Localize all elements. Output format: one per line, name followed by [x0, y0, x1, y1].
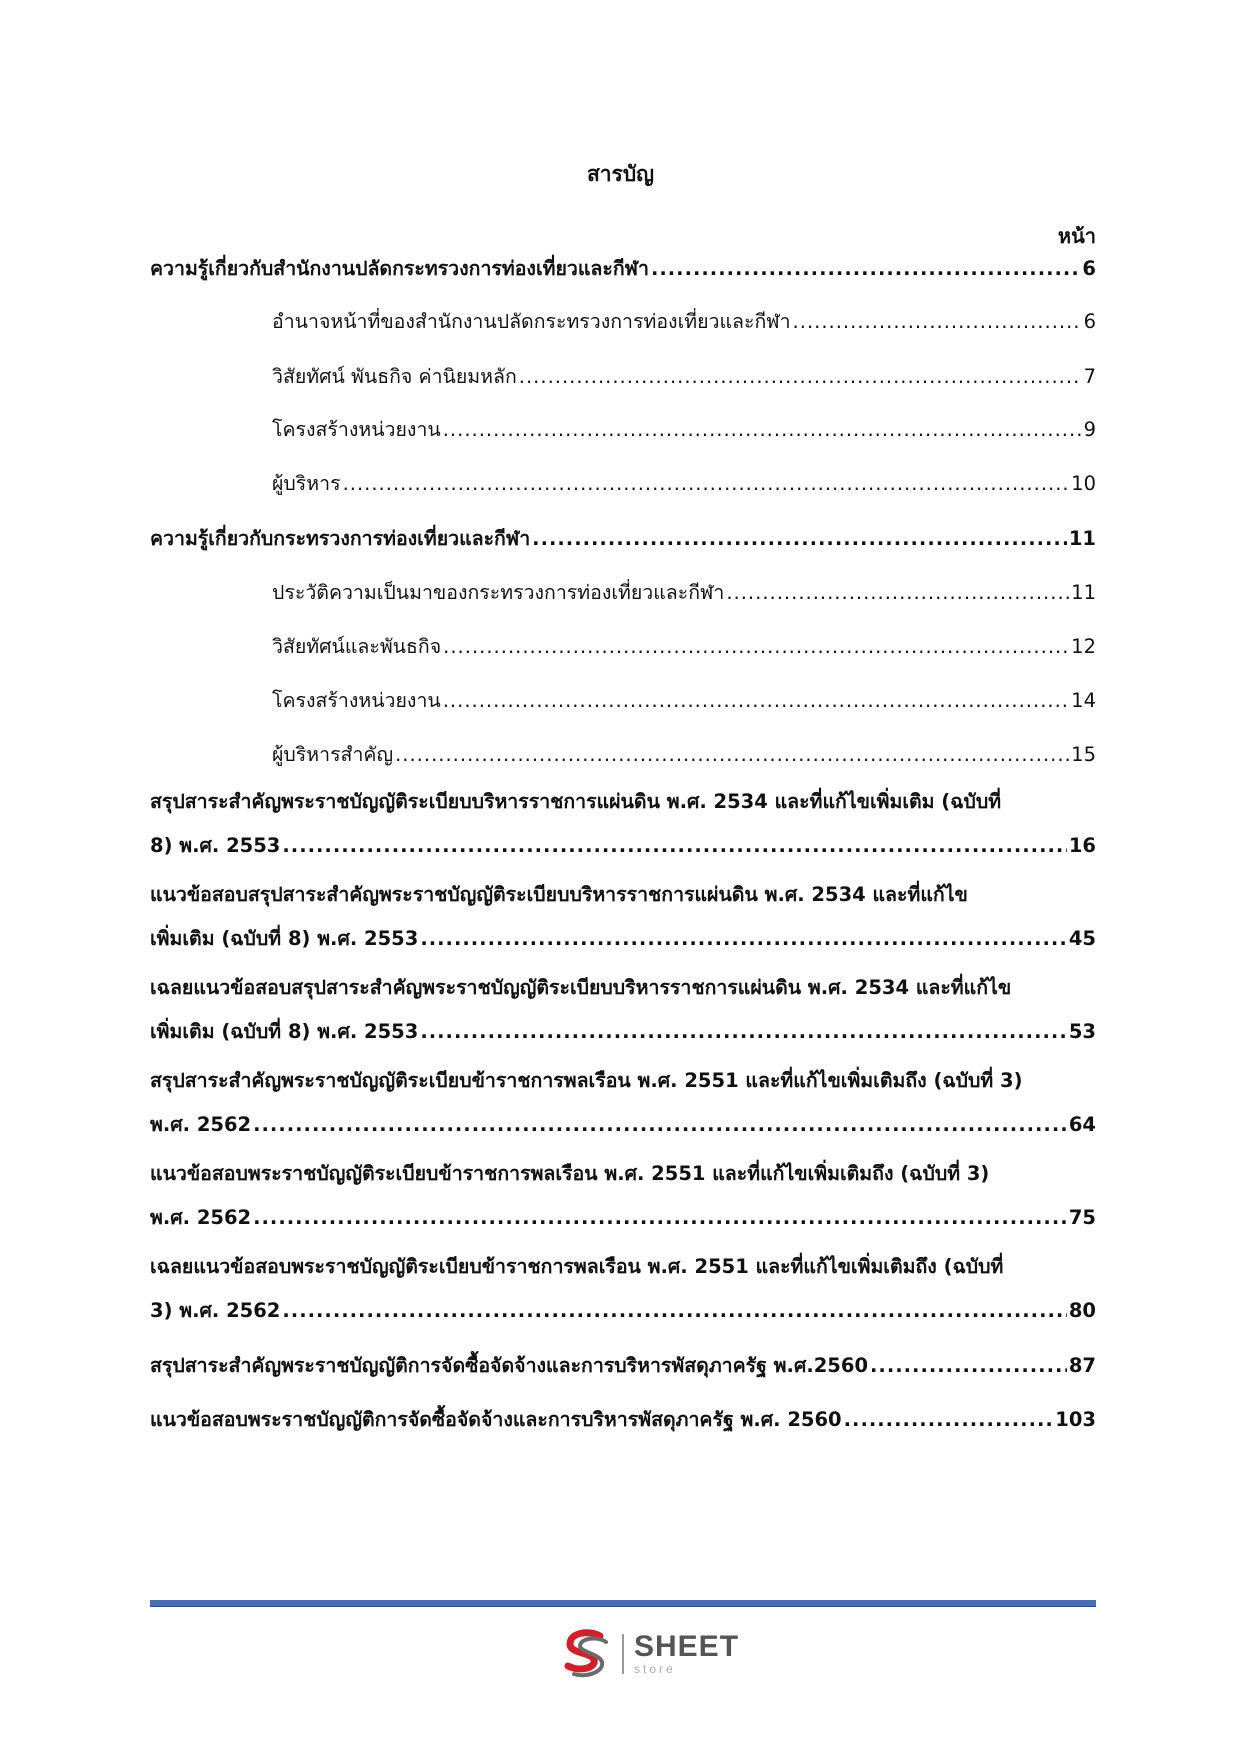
logo-subtext: store: [634, 1662, 676, 1676]
toc-entry-text: ประวัติความเป็นมาของกระทรวงการท่องเที่ยวและกีฬา: [272, 581, 725, 604]
toc-sub-entry: [272, 571, 1096, 615]
toc-entry-text: พ.ศ. 2562: [150, 1113, 252, 1136]
toc-entry-text: ความรู้เกี่ยวกับกระทรวงการท่องเที่ยวและกีฬา: [150, 527, 531, 550]
toc-entry-text: ความรู้เกี่ยวกับสำนักงานปลัดกระทรวงการท่องเที่ยวและกีฬา: [150, 257, 649, 280]
toc-entry-text: 3) พ.ศ. 2562: [150, 1299, 281, 1322]
toc-page-number: 16: [1068, 834, 1096, 857]
logo-separator: [622, 1634, 624, 1674]
toc-page-number: 12: [1071, 635, 1096, 658]
toc-entry-text: สรุปสาระสำคัญพระราชบัญญัติการจัดซื้อจัดจ้างและการบริหารพัสดุภาครัฐ พ.ศ.2560: [150, 1354, 869, 1377]
dot-leader: [726, 571, 1069, 615]
toc-page-number: 6: [1082, 257, 1096, 280]
toc-page-number: 103: [1055, 1408, 1096, 1431]
toc-page-number: 9: [1083, 418, 1096, 441]
toc-main-entry: [150, 1398, 1096, 1442]
toc-main-entry: [150, 247, 1096, 291]
toc-entry-text: แนวข้อสอบสรุปสาระสำคัญพระราชบัญญัติระเบียบบริหารราชการแผ่นดิน พ.ศ. 2534 และที่แก้ไข: [150, 883, 968, 906]
toc-page-number: 80: [1068, 1299, 1096, 1322]
page-title: สารบัญ: [586, 162, 655, 186]
toc-entry-text: แนวข้อสอบพระราชบัญญัติการจัดซื้อจัดจ้างและการบริหารพัสดุภาครัฐ พ.ศ. 2560: [150, 1408, 842, 1431]
logo-text: SHEET: [634, 1630, 740, 1663]
toc-main-entry: [150, 1245, 1096, 1333]
dot-leader: [420, 1010, 1067, 1054]
toc-main-entry: [150, 1059, 1096, 1147]
dot-leader: [844, 1398, 1054, 1442]
dot-leader: [395, 733, 1069, 777]
dot-leader: [532, 517, 1067, 561]
toc-entry-text: ผู้บริหารสำคัญ: [272, 743, 394, 766]
dot-leader: [793, 300, 1082, 344]
dot-leader: [443, 625, 1069, 669]
toc-sub-entry: [272, 733, 1096, 777]
toc-page-number: 11: [1068, 527, 1096, 550]
toc-main-entry: [150, 966, 1096, 1054]
dot-leader: [282, 824, 1066, 868]
toc-entry-text: สรุปสาระสำคัญพระราชบัญญัติระเบียบข้าราชการพลเรือน พ.ศ. 2551 และที่แก้ไขเพิ่มเติมถึง (ฉบับที่ 3): [150, 1069, 1023, 1092]
dot-leader: [420, 917, 1067, 961]
toc-entry-text: วิสัยทัศน์และพันธกิจ: [272, 635, 442, 658]
toc-entry-text: พ.ศ. 2562: [150, 1206, 252, 1229]
toc-page-number: 64: [1068, 1113, 1096, 1136]
toc-page-number: 45: [1068, 927, 1096, 950]
toc-entry-text: เฉลยแนวข้อสอบพระราชบัญญัติระเบียบข้าราชการพลเรือน พ.ศ. 2551 และที่แก้ไขเพิ่มเติมถึง (ฉบับที่: [150, 1255, 1004, 1278]
toc-sub-entry: [272, 625, 1096, 669]
dot-leader: [870, 1344, 1067, 1388]
dot-leader: [443, 679, 1069, 723]
dot-leader: [343, 462, 1070, 506]
toc-entry-text: โครงสร้างหน่วยงาน: [272, 418, 441, 441]
dot-leader: [253, 1196, 1067, 1240]
sheet-store-logo: [560, 1628, 740, 1680]
toc-page-number: 53: [1068, 1020, 1096, 1043]
dot-leader: [651, 247, 1080, 291]
page-column-label: หน้า: [1057, 224, 1096, 248]
toc-sub-entry: [272, 300, 1096, 344]
toc-main-entry: [150, 1344, 1096, 1388]
dot-leader: [282, 1289, 1066, 1333]
toc-page-number: 14: [1071, 689, 1096, 712]
dot-leader: [253, 1103, 1067, 1147]
toc-entry-text: เพิ่มเติม (ฉบับที่ 8) พ.ศ. 2553: [150, 1020, 419, 1043]
toc-sub-entry: [272, 679, 1096, 723]
toc-main-entry: [150, 517, 1096, 561]
toc-entry-text: วิสัยทัศน์ พันธกิจ ค่านิยมหลัก: [272, 365, 517, 388]
toc-entry-text: ผู้บริหาร: [272, 472, 341, 495]
sheet-s-logo-icon: [560, 1628, 616, 1680]
toc-sub-entry: [272, 355, 1096, 399]
toc-main-entry: [150, 1152, 1096, 1240]
toc-page-number: 7: [1083, 365, 1096, 388]
dot-leader: [519, 355, 1082, 399]
toc-page-number: 75: [1068, 1206, 1096, 1229]
toc-page-number: 15: [1071, 743, 1096, 766]
toc-entry-text: 8) พ.ศ. 2553: [150, 834, 281, 857]
toc-main-entry: [150, 873, 1096, 961]
dot-leader: [443, 408, 1082, 452]
toc-entry-text: เฉลยแนวข้อสอบสรุปสาระสำคัญพระราชบัญญัติระเบียบบริหารราชการแผ่นดิน พ.ศ. 2534 และที่แก้ไข: [150, 976, 1012, 999]
toc-sub-entry: [272, 408, 1096, 452]
toc-entry-text: โครงสร้างหน่วยงาน: [272, 689, 441, 712]
toc-entry-text: สรุปสาระสำคัญพระราชบัญญัติระเบียบบริหารราชการแผ่นดิน พ.ศ. 2534 และที่แก้ไขเพิ่มเติม (ฉบับที่: [150, 790, 1002, 813]
toc-page-number: 11: [1071, 581, 1096, 604]
toc-page-number: 6: [1083, 310, 1096, 333]
toc-sub-entry: [272, 462, 1096, 506]
toc-main-entry: [150, 780, 1096, 868]
footer-divider: [150, 1600, 1096, 1607]
toc-entry-text: เพิ่มเติม (ฉบับที่ 8) พ.ศ. 2553: [150, 927, 419, 950]
toc-entry-text: อำนาจหน้าที่ของสำนักงานปลัดกระทรวงการท่องเที่ยวและกีฬา: [272, 310, 791, 333]
toc-page-number: 87: [1068, 1354, 1096, 1377]
toc-page-number: 10: [1071, 472, 1096, 495]
toc-entry-text: แนวข้อสอบพระราชบัญญัติระเบียบข้าราชการพลเรือน พ.ศ. 2551 และที่แก้ไขเพิ่มเติมถึง (ฉบับที่ 3): [150, 1162, 990, 1185]
